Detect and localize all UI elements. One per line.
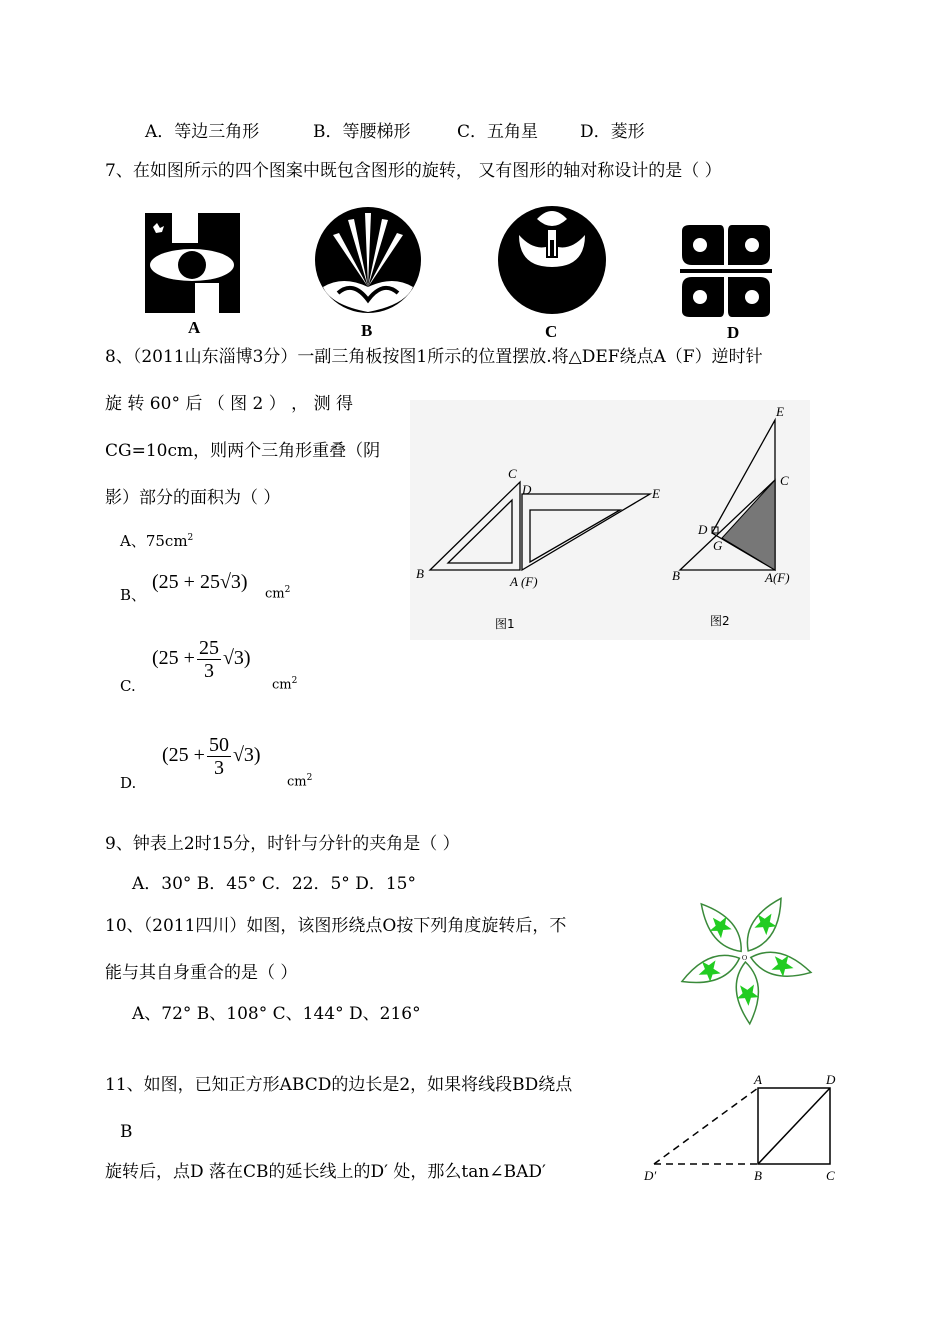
fig2-caption: 图2 bbox=[710, 614, 730, 628]
q11-label-d: D bbox=[826, 1072, 836, 1087]
q7-figure-c bbox=[497, 205, 607, 315]
fig2-label-e: E bbox=[776, 404, 784, 419]
fig2-label-c: C bbox=[780, 473, 789, 488]
q8-line2: 旋 转 60° 后 （ 图 2 ） ， 测 得 bbox=[105, 394, 353, 414]
fig2-label-af: A(F) bbox=[765, 570, 790, 585]
q9-options: A．30° B．45° C．22．5° D．15° bbox=[132, 874, 416, 894]
q11-label-dprime: D′ bbox=[644, 1168, 657, 1183]
q8-option-d-label: D. bbox=[120, 774, 137, 792]
q6-option-c: C．五角星 bbox=[457, 122, 539, 142]
q7-label-b: B bbox=[361, 321, 373, 340]
q11-line2: B bbox=[120, 1122, 133, 1142]
q8-option-d-expr: (25 + $\frac{50}{3}$ √3) bbox=[162, 734, 261, 779]
q6-option-b: B．等腰梯形 bbox=[313, 122, 411, 142]
fig2-label-g: G bbox=[713, 538, 723, 553]
q8-line1: 8、（2011山东淄博3分）一副三角板按图1所示的位置摆放.将△DEF绕点A（F）逆时针 bbox=[105, 347, 763, 367]
q8-option-a: A、$75cm^2$ bbox=[120, 532, 194, 550]
fig1-label-d: D bbox=[522, 482, 532, 497]
q7-label-c: C bbox=[545, 322, 558, 341]
q11-label-a: A bbox=[754, 1072, 762, 1087]
q6-option-a: A．等边三角形 bbox=[145, 122, 260, 142]
fig1-caption: 图1 bbox=[495, 617, 515, 631]
q7-figure-a bbox=[145, 213, 240, 313]
q7-stem: 7、在如图所示的四个图案中既包含图形的旋转， 又有图形的轴对称设计的是（ ） bbox=[105, 161, 722, 181]
q8-option-c-label: C. bbox=[120, 677, 136, 695]
fig2-label-b: B bbox=[672, 568, 680, 583]
q10-flower-figure bbox=[665, 880, 825, 1030]
q6-option-d: D．菱形 bbox=[580, 122, 645, 142]
q8-option-b-expr: (25 + 25√3) bbox=[152, 571, 248, 593]
q7-label-a: A bbox=[188, 318, 201, 337]
fig1-label-b: B bbox=[416, 566, 424, 581]
q11-line3: 旋转后，点D 落在CB的延长线上的D′ 处，那么tan∠BAD′ bbox=[105, 1162, 546, 1182]
fig1-label-c: C bbox=[508, 466, 517, 481]
q11-line1: 11、如图，已知正方形ABCD的边长是2，如果将线段BD绕点 bbox=[105, 1075, 573, 1095]
fig1-label-af: A (F) bbox=[510, 574, 538, 589]
q10-options: A、72° B、108° C、144° D、216° bbox=[132, 1004, 421, 1024]
q8-figures bbox=[410, 400, 810, 640]
q9-stem: 9、钟表上2时15分，时针与分针的夹角是（ ） bbox=[105, 834, 460, 854]
q7-figure-d bbox=[680, 225, 772, 317]
q7-figure-b bbox=[313, 205, 423, 315]
q10-center-label: O bbox=[742, 954, 748, 962]
q8-option-c-unit: $cm^2$ bbox=[272, 676, 298, 693]
fig2-label-d: D bbox=[698, 522, 708, 537]
q8-option-b-unit: $cm^2$ bbox=[265, 585, 291, 602]
q8-line3: CG=10cm，则两个三角形重叠（阴 bbox=[105, 441, 381, 461]
q11-square-figure bbox=[640, 1068, 850, 1188]
q8-option-c-expr: (25 + $\frac{25}{3}$ √3) bbox=[152, 637, 251, 682]
q10-line1: 10、（2011四川）如图，该图形绕点O按下列角度旋转后，不 bbox=[105, 916, 567, 936]
q11-label-c: C bbox=[826, 1168, 835, 1183]
q8-option-b-label: B、 bbox=[120, 586, 147, 604]
fig1-label-e: E bbox=[652, 486, 660, 501]
q8-line4: 影）部分的面积为（ ） bbox=[105, 488, 281, 508]
q10-line2: 能与其自身重合的是（ ） bbox=[105, 963, 298, 983]
q7-label-d: D bbox=[727, 323, 740, 342]
q11-label-b: B bbox=[754, 1168, 762, 1183]
q8-option-d-unit: $cm^2$ bbox=[287, 773, 313, 790]
